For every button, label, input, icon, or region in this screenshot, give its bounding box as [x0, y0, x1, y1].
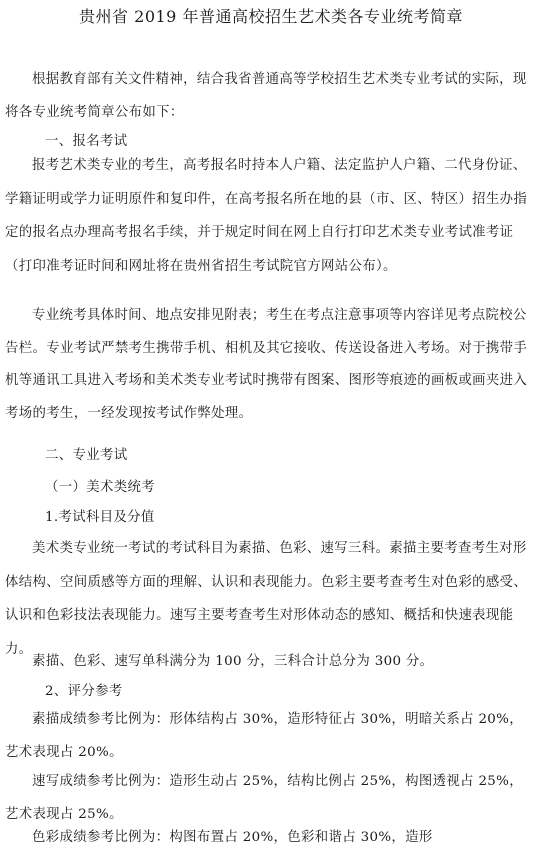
- item-heading-subjects: 1.考试科目及分值: [45, 510, 155, 525]
- subjects-paragraph: 美术类专业统一考试的考试科目为素描、色彩、速写三科。素描主要考查考生对形体结构、空间质感等方面的理解、认识和表现能力。色彩主要考查考生对色彩的感受、认识和色彩技法表现能力。速写主要考查考生对形体动态的感知、概括和快速表现能力。: [5, 541, 528, 657]
- exam-rules-paragraph: 专业统考具体时间、地点安排见附表；考生在考点注意事项等内容详见考点院校公告栏。专业考试严禁考生携带手机、相机及其它接收、传送设备进入考场。对于携带手机等通讯工具进入考场和美术类专业考试时携带有图案、图形等痕迹的画板或画夹进入考场的考生，一经发现按考试作弊处理。: [5, 308, 528, 421]
- document-title: 贵州省 2019 年普通高校招生艺术类各专业统考简章: [79, 7, 463, 26]
- section-heading-registration: 一、报名考试: [45, 134, 128, 149]
- item-heading-scoring: 2、评分参考: [45, 684, 123, 699]
- sketch-scoring-paragraph: 素描成绩参考比例为：形体结构占 30%，造形特征占 30%，明暗关系占 20%，艺术表现占 20%。: [5, 712, 523, 760]
- score-paragraph: 素描、色彩、速写单科满分为 100 分，三科合计总分为 300 分。: [32, 654, 434, 669]
- subsection-heading-art: （一）美术类统考: [45, 480, 155, 495]
- quick-sketch-scoring-paragraph: 速写成绩参考比例为：造形生动占 25%，结构比例占 25%，构图透视占 25%，艺术表现占 25%。: [5, 774, 523, 822]
- intro-paragraph: 根据教育部有关文件精神，结合我省普通高等学校招生艺术类专业考试的实际，现将各专业统考简章公布如下：: [5, 72, 527, 120]
- color-scoring-paragraph: 色彩成绩参考比例为：构图布置占 20%，色彩和谐占 30%，造形: [32, 830, 433, 845]
- registration-paragraph: 报考艺术类专业的考生，高考报名时持本人户籍、法定监护人户籍、二代身份证、学籍证明或学力证明原件和复印件，在高考报名所在地的县（市、区、特区）招生办指定的报名点办理高考报名手续，并于规定时间在网上自行打印艺术类专业考试准考证（打印准考证时间和网址将在贵州省招生考试院官方网站公布）。: [5, 158, 528, 274]
- section-heading-professional-exam: 二、专业考试: [45, 448, 128, 463]
